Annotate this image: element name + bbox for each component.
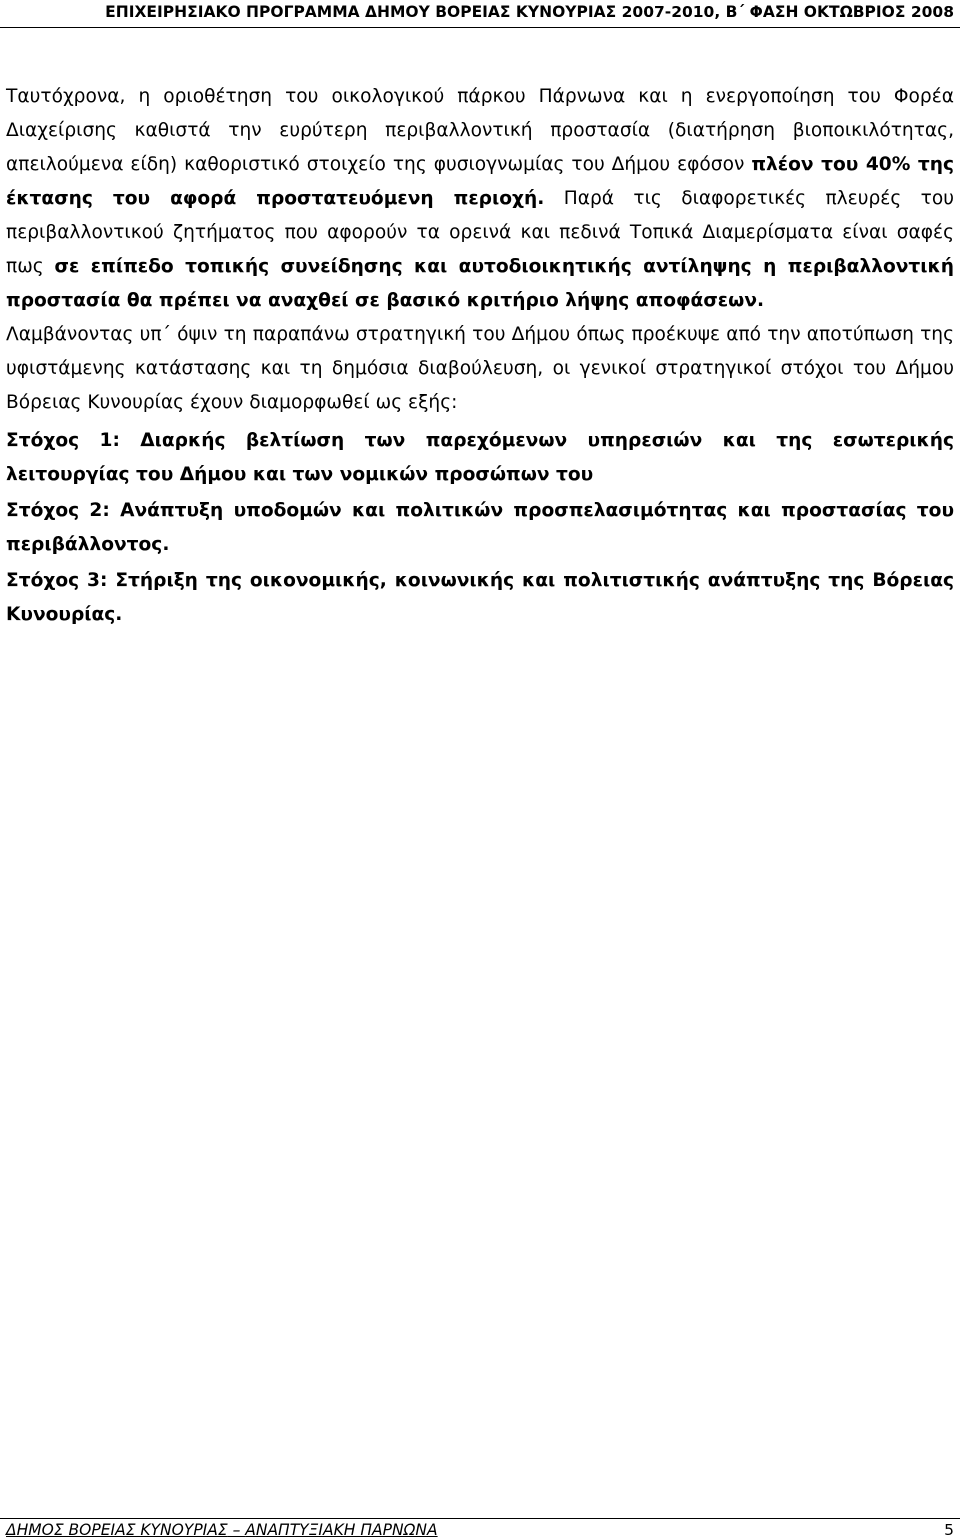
bold-phrase-protected-area: πλέον του 40% της έκτασης του αφορά προστατευόμενη περιοχή.	[6, 154, 954, 209]
paragraph-park-protection	[6, 80, 954, 318]
page-footer	[6, 1521, 954, 1539]
goal-3-text: Στόχος 3: Στήριξη της οικονομικής, κοινωνικής και πολιτιστικής ανάπτυξης της Βόρειας Κυνουρίας.	[6, 570, 954, 625]
footer-rule	[0, 1518, 960, 1519]
footer-separator: –	[227, 1521, 246, 1539]
goal-1-text: Στόχος 1: Διαρκής βελτίωση των παρεχόμενων υπηρεσιών και της εσωτερικής λειτουργίας του Δήμου και των νομικών προσώπων του	[6, 430, 954, 485]
paragraph-text: Παρά τις διαφορετικές πλευρές του περιβαλλοντικού ζητήματος που αφορούν τα ορεινά και πεδινά Τοπικά Διαμερίσματα είναι σαφές πως	[6, 188, 954, 277]
page-body	[6, 80, 954, 632]
running-header-title: ΕΠΙΧΕΙΡΗΣΙΑΚΟ ΠΡΟΓΡΑΜΜΑ ΔΗΜΟΥ ΒΟΡΕΙΑΣ ΚΥΝΟΥΡΙΑΣ 2007-2010, Β΄ ΦΑΣΗ ΟΚΤΩΒΡΙΟΣ 2008	[105, 3, 954, 21]
goal-2-text: Στόχος 2: Ανάπτυξη υποδομών και πολιτικών προσπελασιμότητας και προστασίας του περιβάλλοντος.	[6, 500, 954, 555]
goal-2	[6, 494, 954, 562]
footer-left	[6, 1521, 438, 1539]
paragraph-text: Ταυτόχρονα, η οριοθέτηση του οικολογικού πάρκου Πάρνωνα και η ενεργοποίηση του Φορέα Διαχείρισης καθιστά την ευρύτερη περιβαλλοντική προστασία (διατήρηση βιοποικιλότητας, απειλούμενα είδη) καθοριστικό στοιχείο της φυσιογνωμίας του Δήμου εφόσον	[6, 86, 954, 175]
bold-phrase-local-awareness: σε επίπεδο τοπικής συνείδησης και αυτοδιοικητικής αντίληψης η περιβαλλοντική προστασία θα πρέπει να αναχθεί σε βασικό κριτήριο λήψης αποφάσεων.	[6, 256, 954, 311]
running-header	[0, 0, 960, 22]
header-rule	[0, 27, 960, 28]
goal-3	[6, 564, 954, 632]
goal-1	[6, 424, 954, 492]
footer-agency: ΑΝΑΠΤΥΞΙΑΚΗ ΠΑΡΝΩΝΑ	[245, 1521, 438, 1539]
page-number: 5	[944, 1521, 954, 1539]
footer-municipality: ΔΗΜΟΣ ΒΟΡΕΙΑΣ ΚΥΝΟΥΡΙΑΣ	[6, 1521, 228, 1539]
paragraph-strategy: Λαμβάνοντας υπ΄ όψιν τη παραπάνω στρατηγική του Δήμου όπως προέκυψε από την αποτύπωση της υφιστάμενης κατάστασης και τη δημόσια διαβούλευση, οι γενικοί στρατηγικοί στόχοι του Δήμου Βόρειας Κυνουρίας έχουν διαμορφωθεί ως εξής:	[6, 324, 954, 413]
